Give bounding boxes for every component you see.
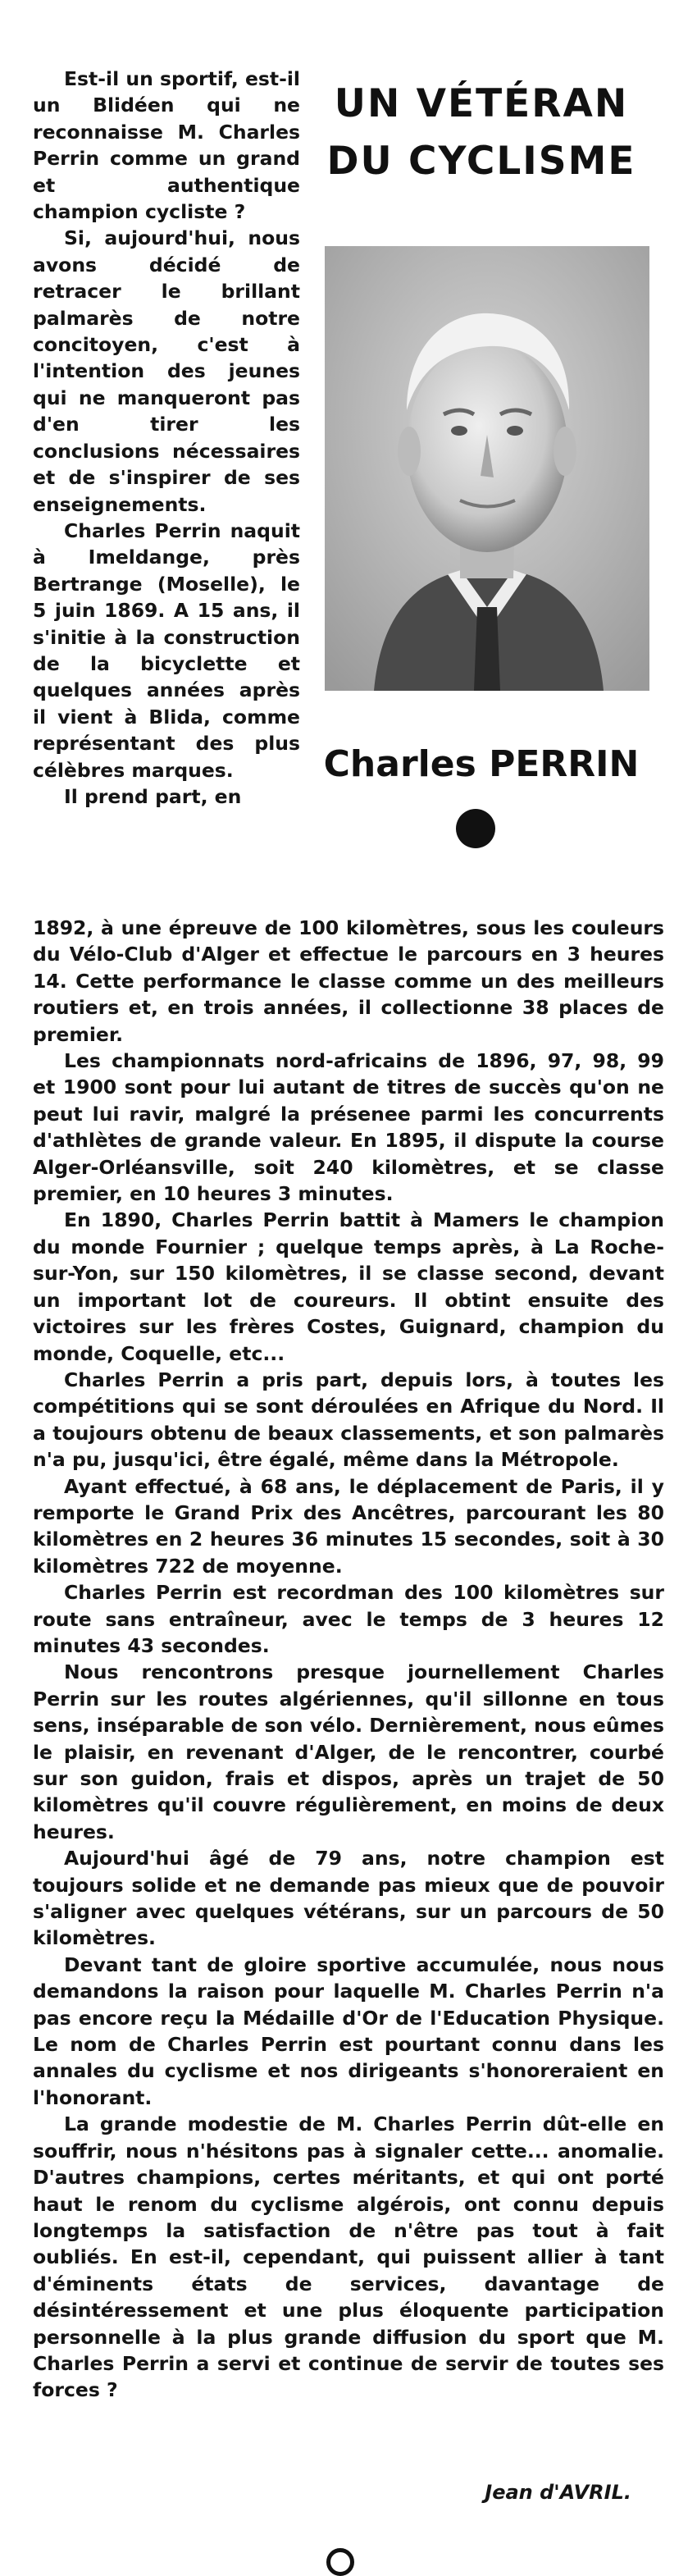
ornament-icon xyxy=(326,2548,354,2576)
paragraph: En 1890, Charles Perrin battit à Mamers le champion du monde Fournier ; quelque temps après, à La Roche-sur-Yon, sur 150 kilomètres, il se classe second, devant un important lot de coureurs. Il obtint ensuite des victoires sur les frères Costes, Guignard, champion du monde, Coquelle, etc... xyxy=(33,1208,664,1365)
article-body xyxy=(33,915,664,2404)
paragraph: Les championnats nord-africains de 1896, 97, 98, 99 et 1900 sont pour lui autant de titres de succès qu'on ne peut lui ravir, malgré la présenee parmi les concurrents d'athlètes de grande valeur. En 1895, il dispute la course Alger-Orléansville, soit 240 kilomètres, et se classe premier, en 10 heures 3 minutes. xyxy=(33,1049,664,1206)
bullet-icon xyxy=(456,809,495,848)
paragraph: 1892, à une épreuve de 100 kilomètres, sous les couleurs du Vélo-Club d'Alger et effectue le parcours en 3 heures 14. Cette performance le classe comme un des meilleurs routiers et, en trois années, il collectionne 38 places de premier. xyxy=(33,916,664,1046)
headline-line-2: DU CYCLISME xyxy=(326,139,636,184)
author-signature: Jean d'AVRIL. xyxy=(485,2481,631,2504)
paragraph: Il prend part, en xyxy=(64,784,242,808)
paragraph: Est-il un sportif, est-il un Blidéen qui ne reconnaisse M. Charles Perrin comme un grand et authentique champion cycliste ? xyxy=(33,67,300,224)
portrait-photo-icon xyxy=(325,246,649,691)
paragraph: Charles Perrin a pris part, depuis lors, à toutes les compétitions qui se sont déroulées en Afrique du Nord. Il a toujours obtenu de beaux classements, et son palmarès n'a pu, jusqu'ici, être égalé, même dans la Métropole. xyxy=(33,1368,664,1472)
portrait-photo xyxy=(325,246,649,691)
paragraph: Charles Perrin naquit à Imeldange, près Bertrange (Moselle), le 5 juin 1869. A 15 ans, il s'initie à la construction de la bicyclette et quelques années après il vient à Blida, comme représentant des plus célèbres marques. xyxy=(33,518,300,782)
paragraph: Ayant effectué, à 68 ans, le déplacement de Paris, il y remporte le Grand Prix des Ancêtres, parcourant les 80 kilomètres en 2 heures 36 minutes 15 secondes, soit à 30 kilomètres 722 de moyenne. xyxy=(33,1474,664,1578)
article-column xyxy=(33,66,300,810)
paragraph: Si, aujourd'hui, nous avons décidé de retracer le brillant palmarès de notre concitoyen, c'est à l'intention des jeunes qui ne manqueront pas d'en tirer les conclusions nécessaires et de s'inspirer de ses enseignements. xyxy=(33,226,300,516)
paragraph: Devant tant de gloire sportive accumulée, nous nous demandons la raison pour laquelle M. Charles Perrin n'a pas encore reçu la Médaille d'Or de l'Education Physique. Le nom de Charles Perrin est pourtant connu dans les annales du cyclisme et nos dirigeants s'honoreraient en l'honorant. xyxy=(33,1953,664,2109)
article-headline xyxy=(310,75,653,190)
headline-line-1: UN VÉTÉRAN xyxy=(334,81,629,126)
paragraph: Aujourd'hui âgé de 79 ans, notre champion est toujours solide et ne demande pas mieux que de pouvoir s'aligner avec quelques vétérans, sur un parcours de 50 kilomètres. xyxy=(33,1847,664,1950)
paragraph: Nous rencontrons presque journellement Charles Perrin sur les routes algériennes, qu'il sillonne en tous sens, inséparable de son vélo. Dernièrement, nous eûmes le plaisir, en revenant d'Alger, de le rencontrer, courbé sur son guidon, frais et dispos, après un trajet de 50 kilomètres qu'il couvre régulièrement, en moins de deux heures. xyxy=(33,1660,664,1843)
paragraph: Charles Perrin est recordman des 100 kilomètres sur route sans entraîneur, avec le temps de 3 heures 12 minutes 43 secondes. xyxy=(33,1581,664,1657)
paragraph: La grande modestie de M. Charles Perrin dût-elle en souffrir, nous n'hésitons pas à signaler cette... anomalie. D'autres champions, certes méritants, et qui ont porté haut le renom du cyclisme algérois, ont connu depuis longtemps la satisfaction de n'être pas tout à fait oubliés. En est-il, cependant, qui puissent allier à tant d'éminents états de services, davantage de désintéressement et une plus éloquente participation personnelle à la plus grande diffusion du sport que M. Charles Perrin a servi et continue de servir de toutes ses forces ? xyxy=(33,2112,664,2402)
photo-caption: Charles PERRIN xyxy=(323,743,640,785)
